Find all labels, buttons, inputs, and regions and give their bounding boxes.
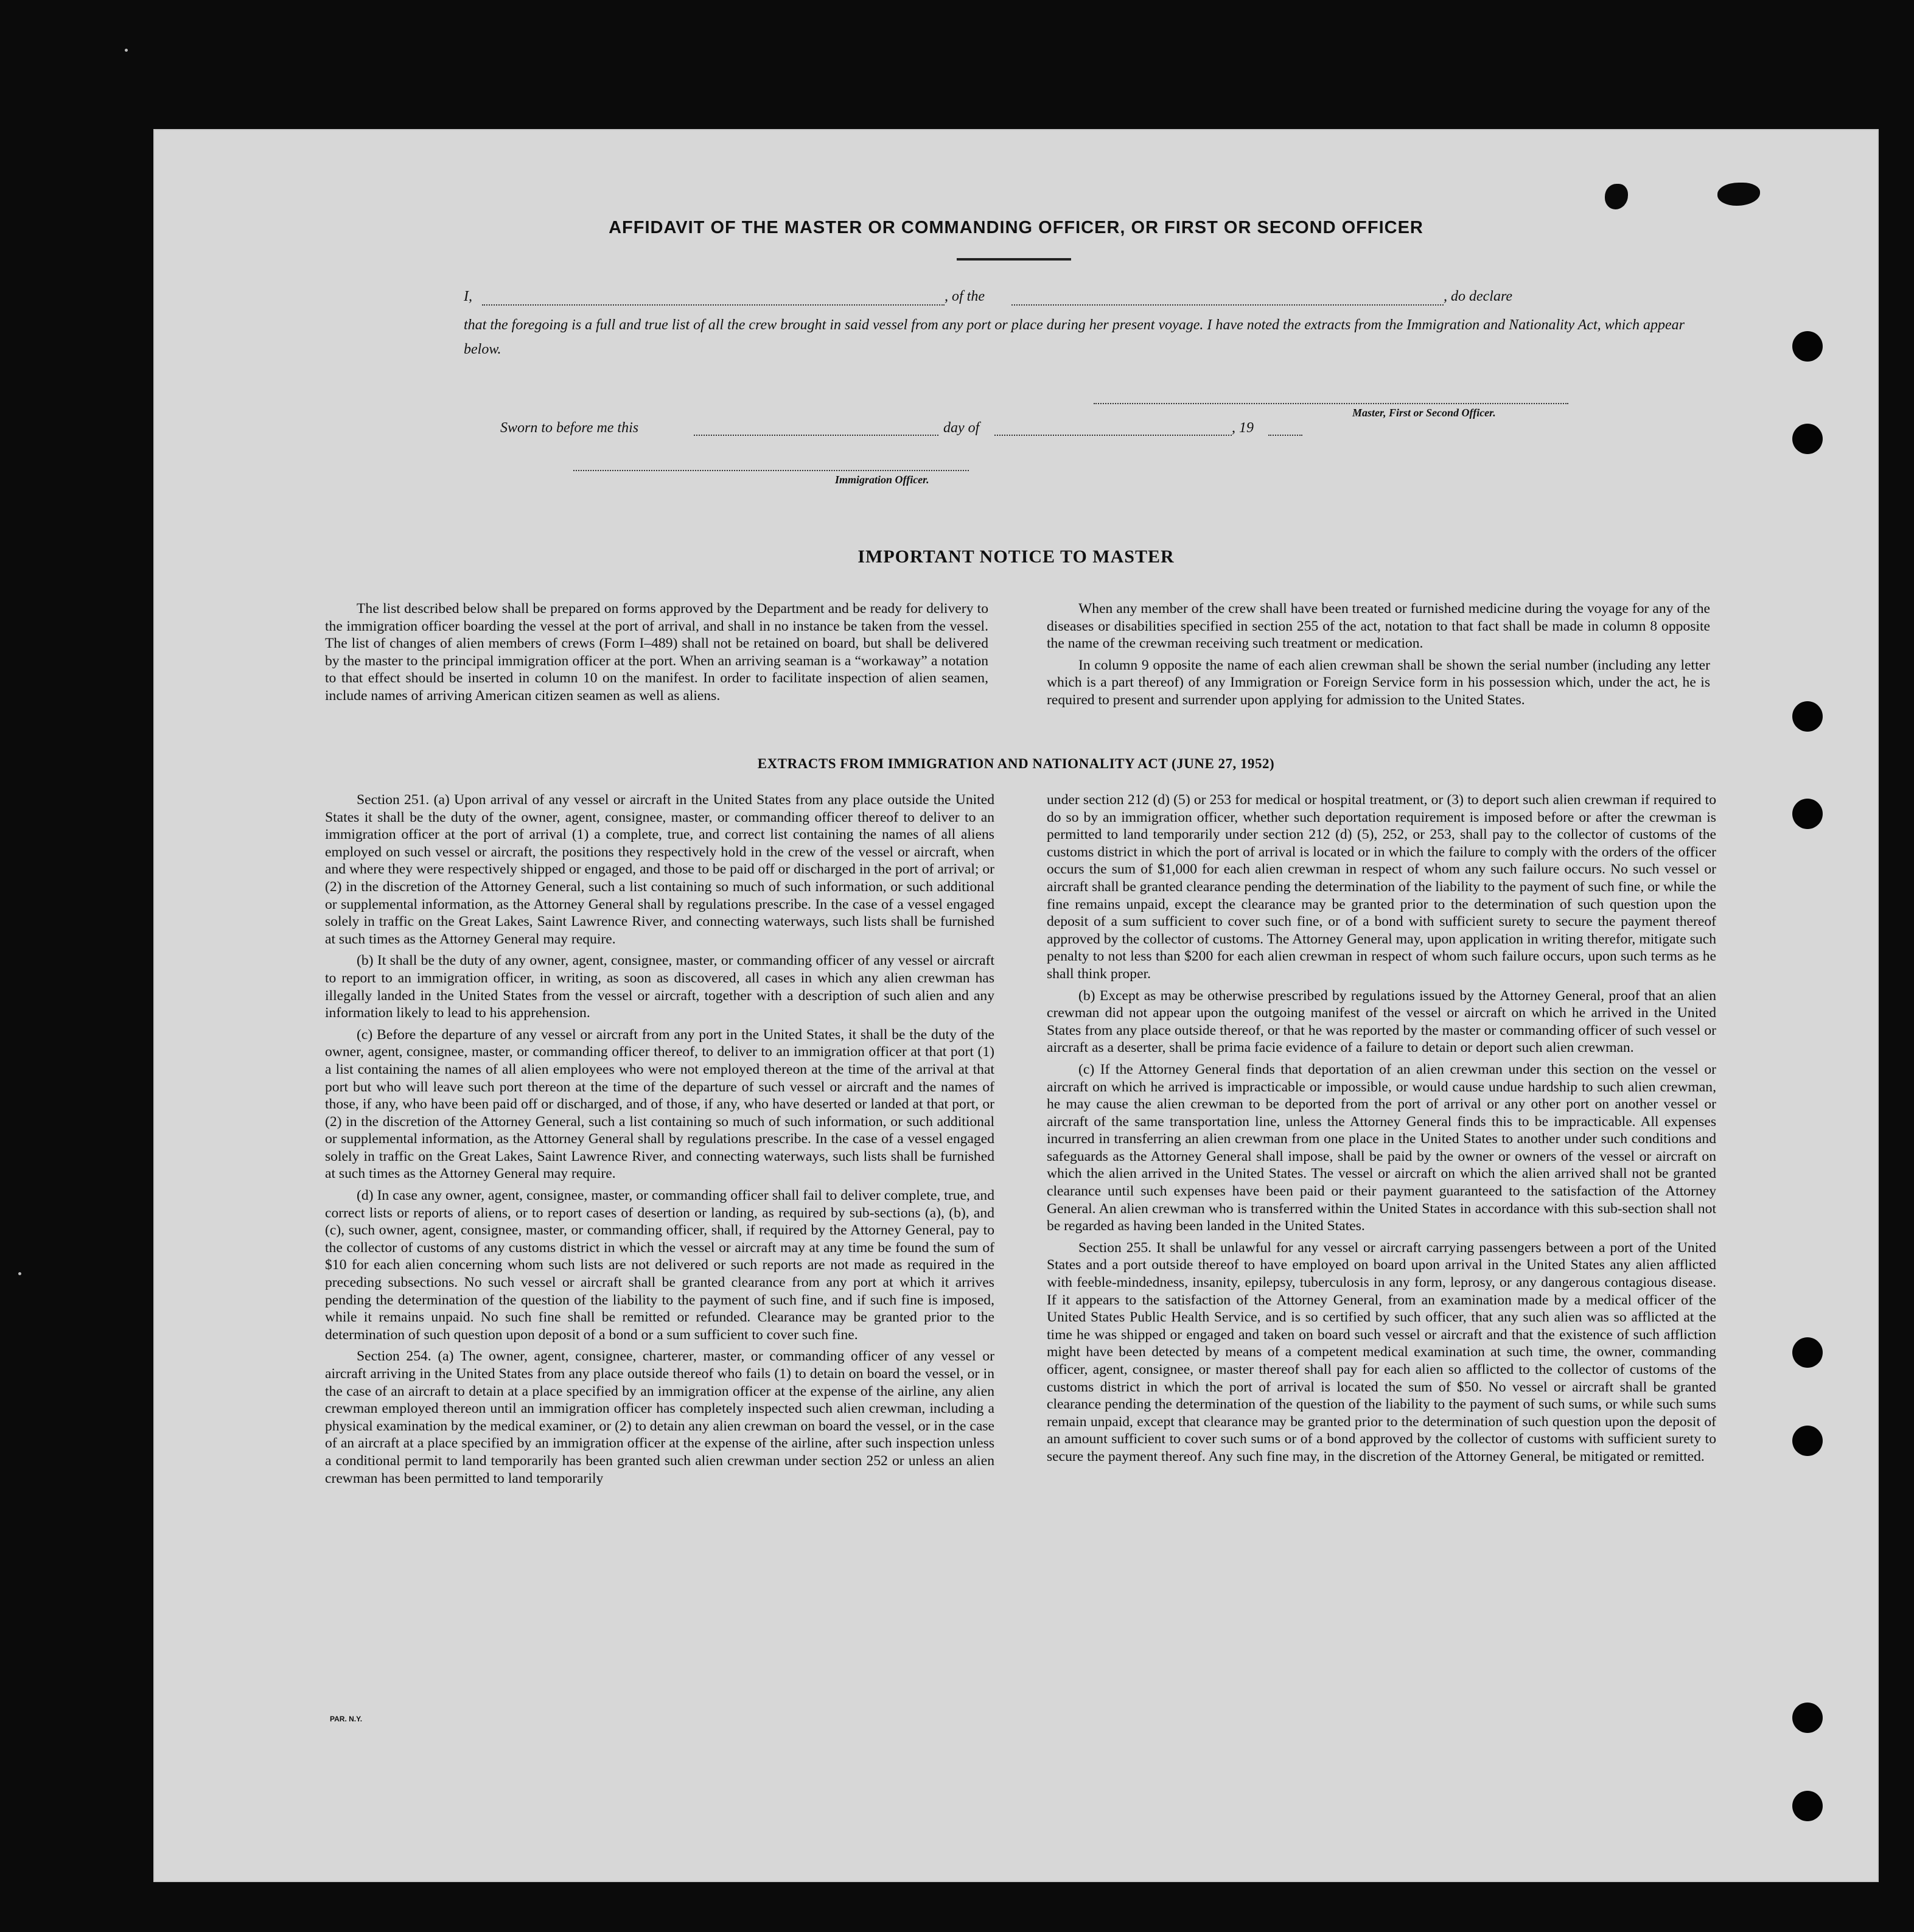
- notice-paragraph: The list described below shall be prepared on forms approved by the Department and be ready for delivery to the immigration officer boarding the vessel at the port of arrival, and shall in no instance be taken from the vessel. The list of changes of alien members of crews (Form I–489) shall not be retained on board, but shall be delivered by the master to the principal immigration officer at the port. When an arriving seaman is a “workaway” a notation to that effect should be inserted in column 10 on the manifest. In order to facilitate inspection of alien seamen, include names of arriving American citizen seamen as well as aliens.: [325, 601, 988, 704]
- punch-hole: [1792, 1703, 1823, 1733]
- section-paragraph: (b) It shall be the duty of any owner, agent, consignee, master, or commanding officer of any vessel or aircraft to report to an immigration officer, in writing, as soon as discovered, all cases in which any alien crewman has illegally landed in the United States from the vessel or aircraft, together with a description of such alien and any information likely to lead to his apprehension.: [325, 953, 994, 1021]
- master-signature-label: Master, First or Second Officer.: [1352, 407, 1496, 419]
- affidavit-title: AFFIDAVIT OF THE MASTER OR COMMANDING OFFICER, OR FIRST OR SECOND OFFICER: [609, 218, 1423, 237]
- notice-right-column: [1047, 600, 1710, 713]
- name-blank[interactable]: [482, 304, 945, 306]
- extracts-right-column: [1047, 791, 1716, 1470]
- notice-paragraph: When any member of the crew shall have been treated or furnished medicine during the voyage for any of the diseases or disabilities specified in section 255 of the act, notation to that fact shall be made in column 8 opposite the name of the crewman receiving such treatment or medication.: [1047, 601, 1710, 652]
- punch-hole: [1792, 799, 1823, 829]
- i-label: I,: [464, 289, 472, 304]
- sworn-day-blank[interactable]: [694, 435, 938, 436]
- paper-tear-left: [1605, 184, 1628, 209]
- section-paragraph: (d) In case any owner, agent, consignee, master, or commanding officer shall fail to deliver complete, true, and correct lists or reports of aliens, or to report cases of desertion or landing, as required by sub-sections (a), (b), and (c), such owner, agent, consignee, master, or commanding officer, shall, if required by the Attorney General, pay to the collector of customs of any customs district in which the vessel or aircraft may at any time be found the sum of $10 for each alien concerning whom such lists are not delivered or such reports are not made as required in the preceding subsections. No such vessel or aircraft shall be granted clearance from any port at which it arrives pending the determination of the question of the liability to the payment of such fine, and if such fine is imposed, while it remains unpaid. No such fine shall be remitted or refunded. Clearance may be granted prior to the determination of such question upon deposit of a bond or a sum sufficient to cover such fine.: [325, 1188, 994, 1343]
- section-paragraph: (c) Before the departure of any vessel or aircraft from any port in the United States, it shall be the duty of the owner, agent, consignee, master, or commanding officer thereof, to deliver to an immigration officer at that port (1) a list containing the names of all alien employees who were not employed thereon at the time of the arrival at that port but who will leave such port thereon at the time of the departure of such vessel or aircraft and the names of those, if any, who have been paid off or discharged, and of those, if any, who have deserted or landed at that port, or (2) in the discretion of the Attorney General, such a list containing so much of such information, or such additional or supplemental information, as the Attorney General shall by regulations prescribe. In the case of a vessel engaged solely in traffic on the Great Lakes, Saint Lawrence River, and connecting waterways, such lists shall be furnished at such times as the Attorney General may require.: [325, 1026, 994, 1182]
- scan-speck: [125, 49, 128, 52]
- day-of-label: day of: [943, 420, 980, 436]
- section-paragraph: (b) Except as may be otherwise prescribed by regulations issued by the Attorney General, proof that an alien crewman did not appear upon the outgoing manifest of the vessel or aircraft on which he arrived in the United States from any place outside thereof, or that he was reported by the master or commanding officer of such vessel or aircraft as a deserter, shall be prima facie evidence of a failure to detain or deport such alien crewman.: [1047, 987, 1716, 1056]
- sworn-line: [500, 420, 1474, 441]
- year-label: , 19: [1232, 420, 1254, 436]
- declaration-text: that the foregoing is a full and true list of all the crew brought in said vessel from any port or place during her present voyage. I have noted the extracts from the Immigration and Nationality Act, which appear below.: [464, 317, 1685, 357]
- section-paragraph: under section 212 (d) (5) or 253 for medical or hospital treatment, or (3) to deport such alien crewman if required to do so by an immigration officer, whether such deportation requirement is imposed before or after the crewman is permitted to land temporarily under section 212 (d) (5), 252, or 253, shall pay to the collector of customs of the customs district in which the port of arrival is located or in which the failure to comply with the orders of the officer occurs the sum of $1,000 for each alien crewman in respect of whom any such failure occurs. No such vessel or aircraft shall be granted clearance pending the determination of the liability to the payment of such fine, or while the fine remains unpaid, except the clearance may be granted prior to the determination of such question upon the deposit of a sum sufficient to cover such fine, or of a bond with sufficient surety to secure the payment thereof approved by the collector of customs. The Attorney General may, upon application in writing therefor, mitigate such penalty to not less than $200 for each alien crewman in respect of whom such failure occurs, upon such terms as he shall think proper.: [1047, 792, 1716, 982]
- immigration-officer-signature-line[interactable]: [573, 470, 969, 471]
- sworn-label: Sworn to before me this: [500, 420, 639, 436]
- punch-hole: [1792, 1337, 1823, 1368]
- document-page: [153, 129, 1879, 1882]
- punch-hole: [1792, 424, 1823, 454]
- of-the-label: , of the: [945, 289, 985, 304]
- punch-hole: [1792, 1791, 1823, 1821]
- do-declare-label: , do declare: [1444, 289, 1513, 304]
- section-paragraph: (c) If the Attorney General finds that deportation of an alien crewman under this section on the vessel or aircraft on which he arrived is impracticable or impossible, or would cause undue hardship to such alien crewman, he may cause the alien crewman to be deported from the port of arrival or any other port on another vessel or aircraft of the same transportation line, unless the Attorney General finds this to be impracticable. All expenses incurred in transferring an alien crewman from one place in the United States to another under such conditions and safeguards as the Attorney General shall impose, shall be paid by the owner or owners of the vessel or aircraft on which the alien arrived in the United States. The vessel or aircraft on which the alien arrived shall not be granted clearance until such expenses have been paid or their payment guaranteed to the satisfaction of the Attorney General. An alien crewman who is transferred within the United States in accordance with this sub-section shall not be regarded as having been landed in the United States.: [1047, 1061, 1716, 1234]
- sworn-month-blank[interactable]: [994, 435, 1232, 436]
- notice-left-column: [325, 600, 988, 709]
- immigration-officer-label: Immigration Officer.: [835, 474, 929, 486]
- title-rule: [957, 258, 1071, 261]
- declaration-line: [464, 289, 1663, 310]
- section-paragraph: Section 251. (a) Upon arrival of any vessel or aircraft in the United States from any place outside the United States it shall be the duty of the owner, agent, consignee, master, or commanding officer thereof to deliver to an immigration officer at the port of arrival (1) a complete, true, and correct list containing the names of all aliens employed on such vessel or aircraft, the positions they respectively hold in the crew of the vessel or aircraft, when and where they were respectively shipped or engaged, and those to be paid off or discharged in the port of arrival; or (2) in the discretion of the Attorney General, such a list containing so much of such information, or such additional or supplemental information, as the Attorney General shall by regulations prescribe. In the case of a vessel engaged solely in traffic on the Great Lakes, Saint Lawrence River, and connecting waterways, such lists shall be furnished at such times as the Attorney General may require.: [325, 792, 994, 947]
- extracts-left-column: [325, 791, 994, 1491]
- punch-hole: [1792, 331, 1823, 362]
- scan-speck: [18, 1272, 21, 1275]
- printer-mark: PAR. N.Y.: [330, 1715, 363, 1723]
- vessel-blank[interactable]: [1011, 304, 1444, 306]
- notice-title: IMPORTANT NOTICE TO MASTER: [857, 547, 1175, 567]
- extracts-title: EXTRACTS FROM IMMIGRATION AND NATIONALITY ACT (JUNE 27, 1952): [757, 756, 1275, 771]
- sworn-year-blank[interactable]: [1268, 435, 1302, 436]
- punch-hole: [1792, 701, 1823, 732]
- section-paragraph: Section 255. It shall be unlawful for any vessel or aircraft carrying passengers between a port of the United States and a port outside thereof to have employed on board upon arrival in the United States any alien afflicted with feeble-mindedness, insanity, epilepsy, tuberculosis in any form, leprosy, or any dangerous contagious disease. If it appears to the satisfaction of the Attorney General, from an examination made by a medical officer of the United States Public Health Service, and is so certified by such officer, that any such alien was so afflicted at the time he was shipped or engaged and taken on board such vessel or aircraft and that the existence of such affliction might have been detected by means of a competent medical examination at such time, the owner, commanding officer, agent, consignee, or master thereof shall pay for each alien so afflicted to the collector of customs of the customs district in which the port of arrival is located the sum of $50. No vessel or aircraft shall be granted clearance pending the determination of the question of the liability to the payment of such sums, or while such sums remain unpaid, except that clearance may be granted prior to the determination of such question upon the deposit of an amount sufficient to cover such sums or of a bond approved by the collector of customs with sufficient surety to secure the payment thereof. Any such fine may, in the discretion of the Attorney General, be mitigated or remitted.: [1047, 1239, 1716, 1465]
- punch-hole: [1792, 1426, 1823, 1456]
- master-signature-line[interactable]: [1094, 403, 1568, 404]
- paper-tear-right: [1717, 183, 1760, 206]
- section-paragraph: Section 254. (a) The owner, agent, consignee, charterer, master, or commanding officer of any vessel or aircraft arriving in the United States from any place outside thereof who fails (1) to detain on board the vessel, or in the case of an aircraft to detain at a place specified by an immigration officer at the expense of the airline, any alien crewman employed thereon until an immigration officer has completely inspected such alien crewman, including a physical examination by the medical examiner, or (2) to detain any alien crewman on board the vessel, or in the case of an aircraft at a place specified by an immigration officer at the expense of the airline, after such inspection unless a conditional permit to land temporarily has been granted such alien crewman under section 252 or unless an alien crewman has been permitted to land temporarily: [325, 1348, 994, 1486]
- notice-paragraph: In column 9 opposite the name of each alien crewman shall be shown the serial number (including any letter which is a part thereof) of any Immigration or Foreign Service form in his possession which, under the act, he is required to present and surrender upon applying for admission to the United States.: [1047, 657, 1710, 708]
